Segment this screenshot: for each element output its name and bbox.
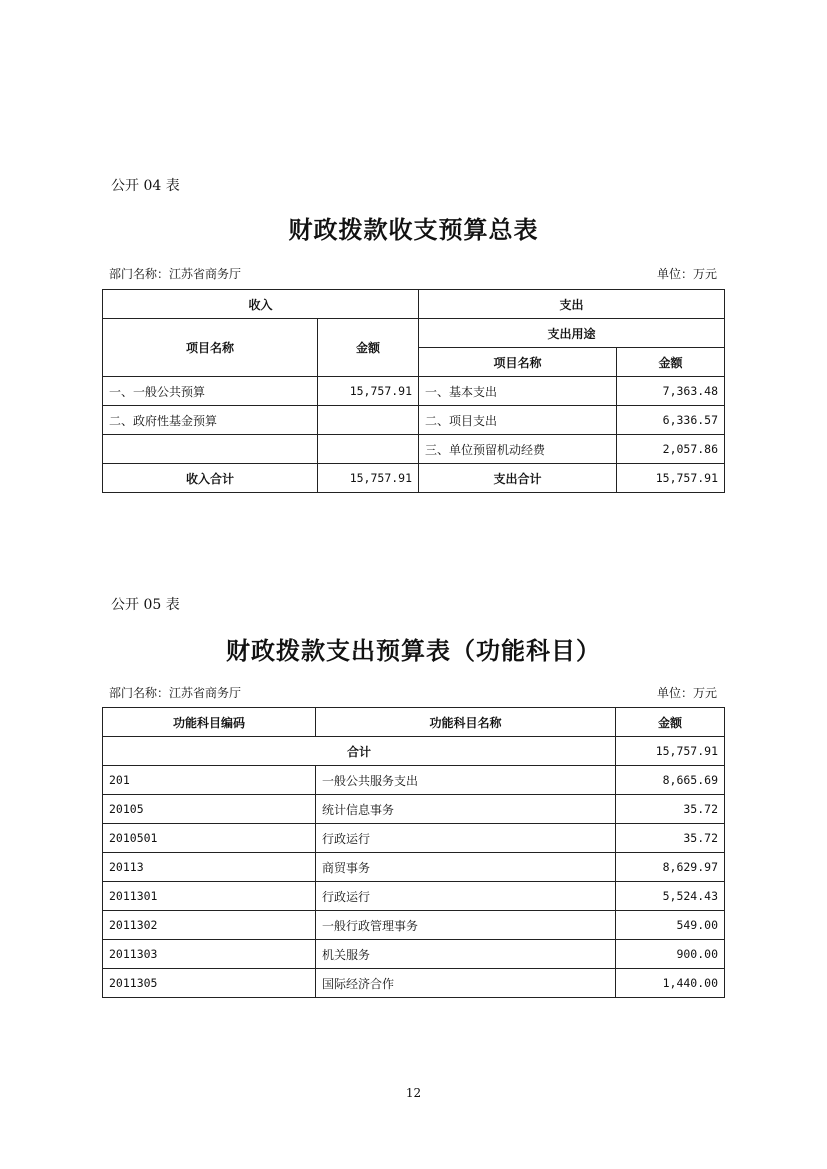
expense-amount-cell: 6,336.57 bbox=[617, 406, 725, 435]
income-header: 收入 bbox=[103, 290, 419, 319]
income-total-label: 收入合计 bbox=[103, 464, 318, 493]
code-header: 功能科目编码 bbox=[103, 708, 316, 737]
table-04-label: 公开 04 表 bbox=[111, 178, 180, 194]
total-amount: 15,757.91 bbox=[616, 737, 725, 766]
page-number: 12 bbox=[405, 1086, 422, 1100]
name-cell: 国际经济合作 bbox=[316, 969, 616, 998]
income-amount-header: 金额 bbox=[318, 319, 419, 377]
name-cell: 机关服务 bbox=[316, 940, 616, 969]
name-cell: 一般行政管理事务 bbox=[316, 911, 616, 940]
code-cell: 2010501 bbox=[103, 824, 316, 853]
amount-cell: 1,440.00 bbox=[616, 969, 725, 998]
table-row bbox=[103, 882, 725, 911]
table-row bbox=[103, 853, 725, 882]
table-04-department: 部门名称：江苏省商务厅 bbox=[109, 267, 242, 281]
income-amount-cell: 15,757.91 bbox=[318, 377, 419, 406]
expense-item-cell: 三、单位预留机动经费 bbox=[419, 435, 617, 464]
total-label: 合计 bbox=[103, 737, 616, 766]
expense-item-name-header: 项目名称 bbox=[419, 348, 617, 377]
table-05-title: 财政拨款支出预算表（功能科目） bbox=[226, 636, 601, 665]
expense-total-amount: 15,757.91 bbox=[617, 464, 725, 493]
name-cell: 一般公共服务支出 bbox=[316, 766, 616, 795]
code-cell: 2011302 bbox=[103, 911, 316, 940]
table-row bbox=[103, 795, 725, 824]
income-item-cell: 二、政府性基金预算 bbox=[103, 406, 318, 435]
name-cell: 商贸事务 bbox=[316, 853, 616, 882]
amount-cell: 900.00 bbox=[616, 940, 725, 969]
expense-header: 支出 bbox=[419, 290, 725, 319]
table-row bbox=[103, 824, 725, 853]
name-cell: 统计信息事务 bbox=[316, 795, 616, 824]
table-row bbox=[103, 969, 725, 998]
table-row bbox=[103, 377, 725, 406]
table-05-unit: 单位：万元 bbox=[656, 686, 717, 700]
name-header: 功能科目名称 bbox=[316, 708, 616, 737]
name-cell: 行政运行 bbox=[316, 882, 616, 911]
income-item-name-header: 项目名称 bbox=[103, 319, 318, 377]
table-row bbox=[103, 435, 725, 464]
code-cell: 20105 bbox=[103, 795, 316, 824]
income-amount-cell bbox=[318, 406, 419, 435]
income-total-amount: 15,757.91 bbox=[318, 464, 419, 493]
amount-cell: 549.00 bbox=[616, 911, 725, 940]
amount-cell: 8,665.69 bbox=[616, 766, 725, 795]
amount-cell: 8,629.97 bbox=[616, 853, 725, 882]
amount-cell: 5,524.43 bbox=[616, 882, 725, 911]
table-04-title: 财政拨款收支预算总表 bbox=[288, 215, 539, 244]
expense-item-cell: 一、基本支出 bbox=[419, 377, 617, 406]
expense-amount-cell: 2,057.86 bbox=[617, 435, 725, 464]
total-row bbox=[103, 737, 725, 766]
table-row bbox=[103, 766, 725, 795]
income-amount-cell bbox=[318, 435, 419, 464]
expense-amount-header: 金额 bbox=[617, 348, 725, 377]
budget-summary-table bbox=[102, 289, 725, 493]
code-cell: 201 bbox=[103, 766, 316, 795]
name-cell: 行政运行 bbox=[316, 824, 616, 853]
code-cell: 2011305 bbox=[103, 969, 316, 998]
code-cell: 20113 bbox=[103, 853, 316, 882]
table-05-department: 部门名称：江苏省商务厅 bbox=[109, 686, 242, 700]
amount-cell: 35.72 bbox=[616, 795, 725, 824]
expense-total-label: 支出合计 bbox=[419, 464, 617, 493]
income-item-cell bbox=[103, 435, 318, 464]
expense-usage-header: 支出用途 bbox=[419, 319, 725, 348]
amount-cell: 35.72 bbox=[616, 824, 725, 853]
table-row bbox=[103, 940, 725, 969]
table-04-unit: 单位：万元 bbox=[656, 267, 717, 281]
code-cell: 2011303 bbox=[103, 940, 316, 969]
income-item-cell: 一、一般公共预算 bbox=[103, 377, 318, 406]
code-cell: 2011301 bbox=[103, 882, 316, 911]
table-row bbox=[103, 406, 725, 435]
expense-item-cell: 二、项目支出 bbox=[419, 406, 617, 435]
function-expense-table bbox=[102, 707, 725, 998]
amount-header: 金额 bbox=[616, 708, 725, 737]
expense-amount-cell: 7,363.48 bbox=[617, 377, 725, 406]
totals-row bbox=[103, 464, 725, 493]
table-05-label: 公开 05 表 bbox=[111, 597, 180, 613]
table-row bbox=[103, 911, 725, 940]
